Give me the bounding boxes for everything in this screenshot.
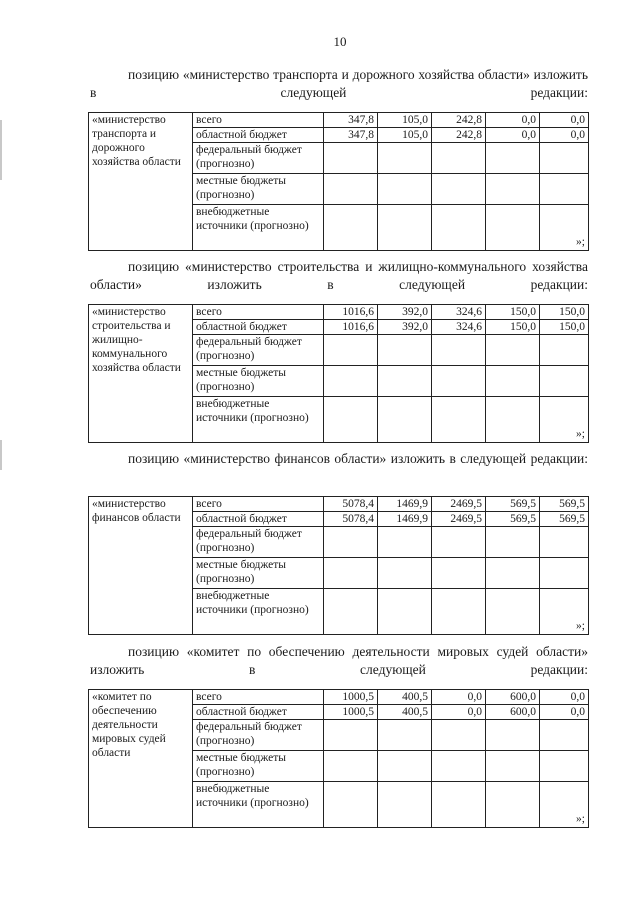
cell-value: 392,0 (378, 305, 432, 320)
row-label: местные бюджеты (прогнозно) (193, 174, 324, 205)
cell-value: 5078,4 (324, 512, 378, 527)
cell-value (324, 174, 378, 205)
cell-value: 1469,9 (378, 512, 432, 527)
cell-value (432, 397, 486, 443)
cell-value (540, 558, 589, 589)
cell-value: 242,8 (432, 128, 486, 143)
scan-edge-mark (0, 120, 2, 180)
cell-value: 569,5 (486, 512, 540, 527)
cell-value: 569,5 (540, 497, 589, 512)
cell-value (432, 558, 486, 589)
cell-value (432, 335, 486, 366)
section-intro: позицию «комитет по обеспечению деятельности мировых судей области» изложить в следующей редакции: (90, 644, 588, 677)
cell-value: 105,0 (378, 113, 432, 128)
cell-value: 0,0 (432, 705, 486, 720)
row-label: федеральный бюджет (прогнозно) (193, 527, 324, 558)
cell-value (486, 143, 540, 174)
cell-value: 0,0 (540, 705, 589, 720)
cell-value (486, 751, 540, 782)
cell-value (324, 589, 378, 635)
cell-value: 1016,6 (324, 320, 378, 335)
cell-value (378, 366, 432, 397)
cell-value (486, 174, 540, 205)
funding-table (88, 304, 589, 443)
cell-value (486, 335, 540, 366)
cell-value (432, 205, 486, 251)
cell-value (324, 143, 378, 174)
cell-value: 105,0 (378, 128, 432, 143)
cell-value: 324,6 (432, 320, 486, 335)
cell-value: 400,5 (378, 705, 432, 720)
row-label: областной бюджет (193, 705, 324, 720)
cell-value: 150,0 (540, 320, 589, 335)
cell-value (540, 527, 589, 558)
cell-value: 347,8 (324, 113, 378, 128)
row-label: всего (193, 690, 324, 705)
cell-value: 1469,9 (378, 497, 432, 512)
cell-value: 242,8 (432, 113, 486, 128)
cell-value: 0,0 (486, 113, 540, 128)
cell-value (486, 558, 540, 589)
cell-value: 1016,6 (324, 305, 378, 320)
cell-value: 150,0 (486, 320, 540, 335)
cell-value (378, 558, 432, 589)
cell-value (486, 527, 540, 558)
cell-value (540, 335, 589, 366)
section-intro: позицию «министерство строительства и жилищно-коммунального хозяйства области» изложить в следующей редакции: (90, 259, 588, 292)
organization-name: «министерство строительства и жилищно-коммунального хозяйства области (89, 305, 193, 443)
row-label: внебюджетные источники (прогнозно) (193, 205, 324, 251)
cell-value (324, 527, 378, 558)
cell-value (378, 782, 432, 828)
cell-value (486, 397, 540, 443)
cell-value: 2469,5 (432, 497, 486, 512)
cell-value (486, 720, 540, 751)
cell-value (378, 143, 432, 174)
row-label: федеральный бюджет (прогнозно) (193, 335, 324, 366)
cell-value: 569,5 (486, 497, 540, 512)
cell-last (540, 205, 589, 251)
cell-value: 0,0 (540, 128, 589, 143)
cell-value: 1000,5 (324, 690, 378, 705)
cell-value: 0,0 (540, 113, 589, 128)
cell-last (540, 589, 589, 635)
cell-value (432, 720, 486, 751)
end-mark: »; (576, 620, 585, 632)
funding-table (88, 496, 589, 635)
cell-value (540, 174, 589, 205)
cell-value: 5078,4 (324, 497, 378, 512)
cell-value (432, 589, 486, 635)
cell-value (486, 205, 540, 251)
row-label: федеральный бюджет (прогнозно) (193, 720, 324, 751)
cell-value (432, 527, 486, 558)
cell-value: 324,6 (432, 305, 486, 320)
organization-name: «министерство транспорта и дорожного хозяйства области (89, 113, 193, 251)
row-label: всего (193, 497, 324, 512)
cell-value (324, 366, 378, 397)
cell-value (540, 366, 589, 397)
funding-table (88, 689, 589, 828)
cell-value (378, 174, 432, 205)
cell-value (324, 335, 378, 366)
row-label: внебюджетные источники (прогнозно) (193, 782, 324, 828)
cell-value: 0,0 (540, 690, 589, 705)
row-label: федеральный бюджет (прогнозно) (193, 143, 324, 174)
cell-last (540, 397, 589, 443)
cell-value (378, 205, 432, 251)
scan-edge-mark (0, 440, 2, 470)
cell-value (378, 751, 432, 782)
cell-value (540, 751, 589, 782)
cell-value (486, 366, 540, 397)
cell-value (432, 782, 486, 828)
page-number: 10 (333, 34, 347, 49)
row-label: областной бюджет (193, 128, 324, 143)
cell-value (540, 720, 589, 751)
row-label: местные бюджеты (прогнозно) (193, 366, 324, 397)
cell-value (432, 751, 486, 782)
cell-value (486, 589, 540, 635)
section-intro: позицию «министерство финансов области» изложить в следующей редакции: (128, 451, 588, 466)
cell-value (378, 720, 432, 751)
cell-value: 600,0 (486, 705, 540, 720)
row-label: всего (193, 113, 324, 128)
cell-value (378, 397, 432, 443)
section-intro: позицию «министерство транспорта и дорожного хозяйства области» изложить в следующей редакции: (90, 67, 588, 100)
cell-last (540, 782, 589, 828)
cell-value: 400,5 (378, 690, 432, 705)
cell-value: 150,0 (486, 305, 540, 320)
organization-name: «комитет по обеспечению деятельности мировых судей области (89, 690, 193, 828)
cell-value: 600,0 (486, 690, 540, 705)
row-label: местные бюджеты (прогнозно) (193, 751, 324, 782)
cell-value (378, 527, 432, 558)
cell-value (432, 366, 486, 397)
cell-value (378, 589, 432, 635)
cell-value (324, 558, 378, 589)
row-label: местные бюджеты (прогнозно) (193, 558, 324, 589)
end-mark: »; (576, 428, 585, 440)
cell-value: 0,0 (432, 690, 486, 705)
cell-value (432, 174, 486, 205)
cell-value: 0,0 (486, 128, 540, 143)
cell-value (324, 720, 378, 751)
cell-value: 347,8 (324, 128, 378, 143)
cell-value (540, 143, 589, 174)
end-mark: »; (576, 813, 585, 825)
cell-value (324, 397, 378, 443)
cell-value (432, 143, 486, 174)
cell-value (324, 751, 378, 782)
row-label: всего (193, 305, 324, 320)
cell-value: 2469,5 (432, 512, 486, 527)
cell-value: 1000,5 (324, 705, 378, 720)
cell-value (378, 335, 432, 366)
row-label: областной бюджет (193, 512, 324, 527)
cell-value (324, 782, 378, 828)
cell-value: 569,5 (540, 512, 589, 527)
cell-value (324, 205, 378, 251)
row-label: областной бюджет (193, 320, 324, 335)
cell-value: 150,0 (540, 305, 589, 320)
cell-value: 392,0 (378, 320, 432, 335)
organization-name: «министерство финансов области (89, 497, 193, 635)
row-label: внебюджетные источники (прогнозно) (193, 589, 324, 635)
end-mark: »; (576, 236, 585, 248)
cell-value (486, 782, 540, 828)
row-label: внебюджетные источники (прогнозно) (193, 397, 324, 443)
funding-table (88, 112, 589, 251)
